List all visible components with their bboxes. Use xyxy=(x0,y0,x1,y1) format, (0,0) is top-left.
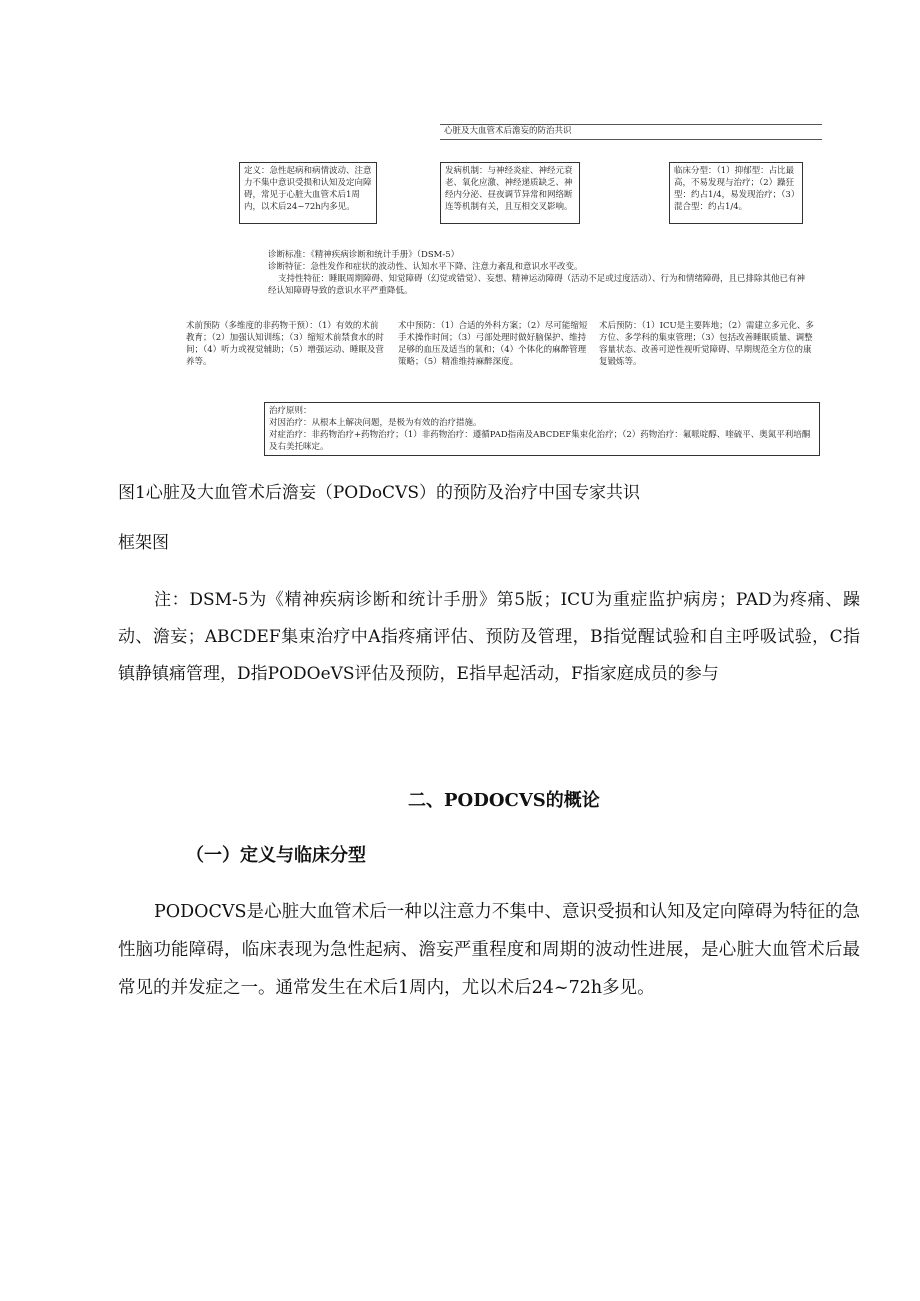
mechanism-box: 发病机制：与神经炎症、神经元衰老、氧化应激、神经递质缺乏、神经内分泌、昼夜调节异常和网络断连等机制有关，且互相交叉影响。 xyxy=(440,162,580,224)
title-rule-bottom xyxy=(440,139,822,140)
figure-title: 心脏及大血管术后澹妄的防治共识 xyxy=(444,126,572,136)
postop-prevention: 术后预防：（1）ICU是主要阵地；（2）需建立多元化、多方位、多学科的集束管理；（3）包括改善睡眠质量、调整容量状态、改善可逆性视听觉障碍、早期规范全方位的康复锻炼等。 xyxy=(599,321,814,367)
subsection-heading: （一）定义与临床分型 xyxy=(186,845,366,866)
diagnosis-supporting: 支持性特征：睡眠周期障碍、知觉障碍（幻觉或错觉）、妄想、精神运动障碍（活动不足或过度活动）、行为和情绪障碍，且已排除其他已有神经认知障碍导致的意识水平严重降低。 xyxy=(268,274,806,296)
diagnosis-features: 诊断特征：急性发作和症状的波动性、认知水平下降、注意力紊乱和意识水平改变。 xyxy=(268,262,583,272)
treatment-symptomatic: 对症治疗：非药物治疗+药物治疗；（1）非药物治疗：遵循PAD指南及ABCDEF集束化治疗；（2）药物治疗：氟哌啶醇、喹硫平、奥氮平利培酮及右美托咪定。 xyxy=(269,430,811,452)
diagnosis-criteria: 诊断标准：《精神疾病诊断和统计手册》（DSM-5） xyxy=(268,250,460,260)
preop-prevention: 术前预防（多维度的非药物干预）：（1）有效的术前教育；（2）加强认知训练；（3）缩短术前禁食水的时间；（4）听力或视觉辅助；（5）增强运动、睡眠及营养等。 xyxy=(186,321,384,367)
figure-note: 注：DSM-5为《精神疾病诊断和统计手册》第5版；ICU为重症监护病房；PAD为疼痛、躁动、澹妄；ABCDEF集束治疗中A指疼痛评估、预防及管理，B指觉醒试验和自主呼吸试验，C指镇静镇痛管理，D指PODOeVS评估及预防，E指早起活动，F指家庭成员的参与 xyxy=(118,590,860,684)
treatment-causal: 对因治疗：从根本上解决问题，是极为有效的治疗措施。 xyxy=(269,418,482,428)
definition-paragraph: PODOCVS是心脏大血管术后一种以注意力不集中、意识受损和认知及定向障碍为特征的急性脑功能障碍，临床表现为急性起病、澹妄严重程度和周期的波动性进展，是心脏大血管术后最常见的并发症之一。通常发生在术后1周内，尤以术后24~72h多见。 xyxy=(118,902,860,998)
figure-caption: 图1心脏及大血管术后澹妄（PODoCVS）的预防及治疗中国专家共识 xyxy=(118,483,640,503)
treatment-box xyxy=(264,402,820,456)
section-heading: 二、PODOCVS的概论 xyxy=(408,790,600,811)
definition-box: 定义：急性起病和病情波动、注意力不集中意识受损和认知及定向障碍，常见于心脏大血管术后1周内，以术后24~72h内多见。 xyxy=(239,162,377,224)
intraop-prevention: 术中预防：（1）合适的外科方案；（2）尽可能缩短手术操作时间；（3）弓部处理时做好脑保护、维持足够的血压及适当的氧和；（4）个体化的麻醉管理策略；（5）精准维持麻醉深度。 xyxy=(398,321,588,367)
treatment-principle: 治疗原则： xyxy=(269,406,312,416)
classification-box: 临床分型：（1）抑郁型：占比最高，不易发现与治疗；（2）躁狂型：约占1/4，易发现治疗；（3）混合型：约占1/4。 xyxy=(669,162,803,224)
figure-caption-continued: 框架图 xyxy=(118,533,169,553)
